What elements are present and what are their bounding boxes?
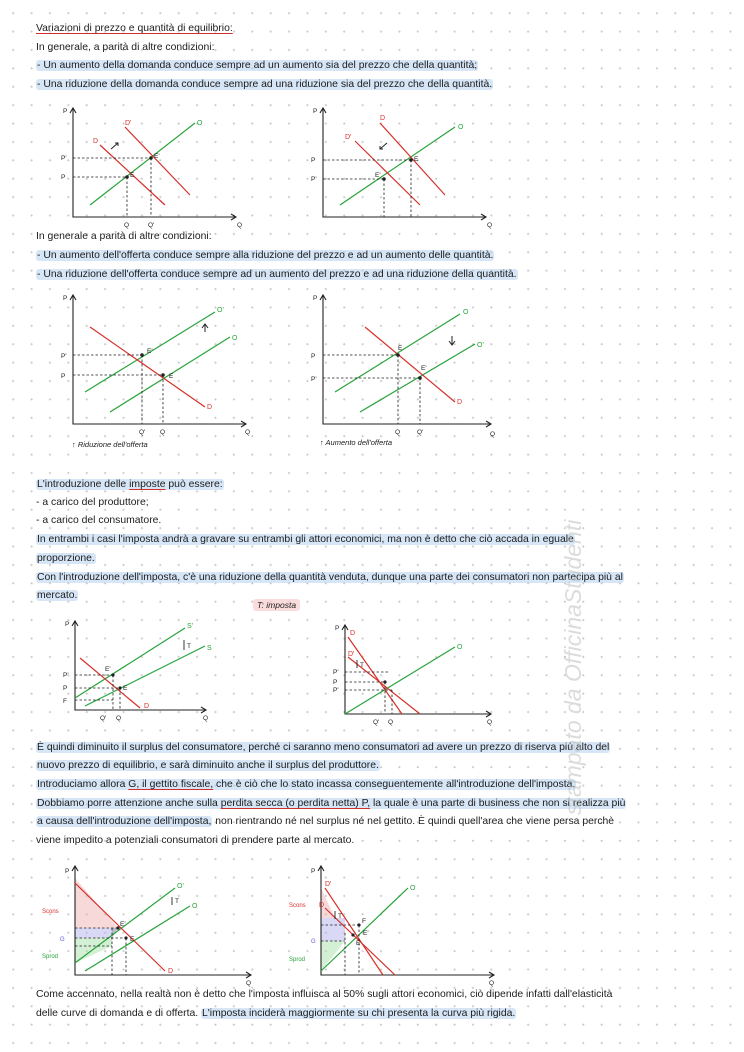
svg-text:F: F xyxy=(362,918,366,925)
svg-text:Q: Q xyxy=(160,429,166,436)
svg-text:P: P xyxy=(61,373,66,380)
svg-text:Q': Q' xyxy=(139,429,146,436)
svg-text:O: O xyxy=(197,120,203,127)
svg-text:F: F xyxy=(63,698,67,705)
svg-text:E': E' xyxy=(154,153,160,160)
svg-text:Q: Q xyxy=(490,431,496,438)
section1-title: Variazioni di prezzo e quantità di equilibrio: xyxy=(36,23,233,34)
svg-text:E': E' xyxy=(363,930,369,937)
svg-text:E': E' xyxy=(120,921,126,928)
surplus-l1: È quindi diminuito il surplus del consumatore, perché ci saranno meno consumatori ad avere un prezzo di riserva più alto del xyxy=(37,742,610,753)
svg-text:O: O xyxy=(410,885,416,892)
svg-text:Q: Q xyxy=(246,980,252,987)
svg-text:E: E xyxy=(356,940,361,947)
svg-text:E': E' xyxy=(375,172,381,179)
svg-text:S': S' xyxy=(187,623,194,630)
svg-text:O: O xyxy=(458,124,464,131)
taxes-para1-l1: In entrambi i casi l'imposta andrà a gravare su entrambi gli attori economici, ma non è detto che ciò accada in eguale xyxy=(37,534,574,545)
svg-text:Q': Q' xyxy=(148,222,155,229)
svg-text:E': E' xyxy=(147,348,153,355)
elasticity-l1: Come accennato, nella realtà non è detto che l'imposta influisca al 50% sugli attori economici, ciò dipende infatti dall'elasticità xyxy=(36,989,613,1000)
svg-text:P': P' xyxy=(311,376,317,383)
surplus-l4: Dobbiamo porre attenzione anche sulla perdita secca (o perdita netta) P, la quale è una parte di business che non si realizza più xyxy=(37,798,626,809)
tax-tag: T: imposta xyxy=(253,598,300,612)
svg-text:P: P xyxy=(61,174,66,181)
svg-text:Q': Q' xyxy=(373,719,380,726)
svg-text:O: O xyxy=(463,309,469,316)
svg-text:Q: Q xyxy=(395,429,401,436)
svg-text:S: S xyxy=(207,645,212,652)
svg-text:Sprod: Sprod xyxy=(289,957,306,963)
taxes-item1: - a carico del produttore; xyxy=(36,497,149,508)
svg-text:O: O xyxy=(192,903,198,910)
section2-bullet1: - Un aumento dell'offerta conduce sempre alla riduzione del prezzo e ad un aumento delle quantità. xyxy=(37,250,494,261)
svg-text:T: T xyxy=(175,898,179,905)
taxes-para2-l2: mercato. xyxy=(37,590,78,601)
svg-text:O: O xyxy=(457,644,463,651)
svg-text:E: E xyxy=(123,685,128,692)
watermark: stampato da OfficinaStudenti xyxy=(560,519,586,815)
svg-text:O': O' xyxy=(177,883,184,890)
section1-bullet2: - Una riduzione della domanda conduce sempre ad una riduzione sia del prezzo che della quantità. xyxy=(37,79,493,90)
surplus-l2: nuovo prezzo di equilibrio, e sarà diminuito anche il surplus del produttore. xyxy=(37,760,379,771)
graph-tax-producer xyxy=(60,618,230,723)
svg-text:O: O xyxy=(232,335,238,342)
svg-text:P: P xyxy=(311,353,316,360)
graph-supply-reduction xyxy=(55,292,255,437)
graph-surplus-left xyxy=(40,863,255,988)
svg-text:P: P xyxy=(63,108,68,115)
svg-text:Q: Q xyxy=(487,719,493,726)
graph-tax-consumer xyxy=(330,622,505,727)
taxes-para1-l2: proporzione. xyxy=(37,553,95,564)
svg-text:G: G xyxy=(60,937,65,943)
section2-intro: In generale a parità di altre condizioni: xyxy=(36,231,212,242)
svg-text:P: P xyxy=(311,157,316,164)
svg-text:P: P xyxy=(65,621,70,628)
svg-text:Q': Q' xyxy=(417,429,424,436)
svg-text:P': P' xyxy=(61,155,67,162)
taxes-item2: - a carico del consumatore. xyxy=(36,515,162,526)
svg-text:Q: Q xyxy=(203,715,209,722)
svg-text:P: P xyxy=(333,679,338,686)
svg-text:E: E xyxy=(169,373,174,380)
svg-text:D: D xyxy=(319,902,325,909)
svg-text:T: T xyxy=(187,643,191,650)
caption-supply-increase: ↑ Aumento dell'offerta xyxy=(320,438,393,447)
svg-text:D': D' xyxy=(345,134,352,141)
svg-text:D': D' xyxy=(348,651,355,658)
svg-text:P: P xyxy=(311,868,316,875)
section2-bullet2: - Una riduzione dell'offerta conduce sempre ad un aumento del prezzo e ad una riduzione della quantità. xyxy=(37,269,517,280)
elasticity-l2: delle curve di domanda e di offerta. L'imposta inciderà maggiormente su chi presenta la curva più rigida. xyxy=(36,1008,516,1019)
svg-text:Q: Q xyxy=(237,222,243,229)
svg-text:Q': Q' xyxy=(100,715,107,722)
svg-text:O': O' xyxy=(477,342,484,349)
graph-demand-increase xyxy=(55,105,255,230)
graph-demand-decrease xyxy=(305,105,505,230)
svg-text:P: P xyxy=(335,625,340,632)
svg-text:D: D xyxy=(207,404,213,411)
svg-text:E': E' xyxy=(421,365,427,372)
svg-text:E': E' xyxy=(105,666,111,673)
surplus-l5: a causa dell'introduzione dell'imposta, non rientrando né nel surplus né nel gettito. È quindi quell'area che viene persa perchè xyxy=(37,816,615,827)
svg-text:E: E xyxy=(414,156,419,163)
graph-supply-increase xyxy=(305,292,505,437)
svg-text:D: D xyxy=(350,630,356,637)
svg-text:D: D xyxy=(168,968,174,975)
surplus-l3: Introduciamo allora G, il gettito fiscale, che è ciò che lo stato incassa conseguentemente all'introduzione dell'imposta. xyxy=(37,779,576,790)
svg-text:Q: Q xyxy=(124,222,130,229)
svg-text:Q: Q xyxy=(388,719,394,726)
svg-text:E: E xyxy=(398,345,403,352)
taxes-para2-l1: Con l'introduzione dell'imposta, c'è una riduzione della quantità venduta, dunque una parte dei consumatori non partecipa più al xyxy=(37,572,623,583)
svg-text:Q: Q xyxy=(116,715,122,722)
taxes-intro: L'introduzione delle imposte può essere: xyxy=(37,479,223,490)
svg-text:P': P' xyxy=(311,176,317,183)
svg-text:T: T xyxy=(360,662,364,669)
svg-text:T: T xyxy=(338,913,342,920)
caption-supply-reduction: ↑ Riduzione dell'offerta xyxy=(72,440,148,449)
svg-text:D: D xyxy=(380,115,386,122)
svg-text:D': D' xyxy=(125,120,132,127)
svg-text:P': P' xyxy=(63,672,69,679)
graph-surplus-right xyxy=(283,863,498,988)
svg-text:D: D xyxy=(457,399,463,406)
svg-text:Scons: Scons xyxy=(42,909,59,915)
svg-text:Scons: Scons xyxy=(289,903,306,909)
section1-intro: In generale, a parità di altre condizioni: xyxy=(36,42,215,53)
svg-text:Q: Q xyxy=(487,222,493,229)
svg-text:P: P xyxy=(63,685,68,692)
svg-text:E: E xyxy=(130,172,135,179)
svg-text:P: P xyxy=(63,295,68,302)
svg-text:P: P xyxy=(65,868,70,875)
svg-text:E: E xyxy=(130,936,135,943)
section1-bullet1: - Un aumento della domanda conduce sempre ad un aumento sia del prezzo che della quantità; xyxy=(37,60,478,71)
svg-text:D': D' xyxy=(325,881,332,888)
svg-text:Q: Q xyxy=(489,980,495,987)
svg-text:P: P xyxy=(313,295,318,302)
svg-text:Q: Q xyxy=(245,429,251,436)
svg-text:P': P' xyxy=(333,687,339,694)
svg-text:P: P xyxy=(313,108,318,115)
svg-text:O': O' xyxy=(217,307,224,314)
svg-text:G: G xyxy=(311,939,316,945)
svg-text:D: D xyxy=(144,703,150,710)
svg-text:P': P' xyxy=(61,353,67,360)
svg-text:P': P' xyxy=(333,669,339,676)
svg-text:Sprod: Sprod xyxy=(42,954,59,960)
svg-text:D: D xyxy=(93,138,99,145)
surplus-l6: viene impedito a potenziali consumatori di prendere parte al mercato. xyxy=(36,835,355,846)
